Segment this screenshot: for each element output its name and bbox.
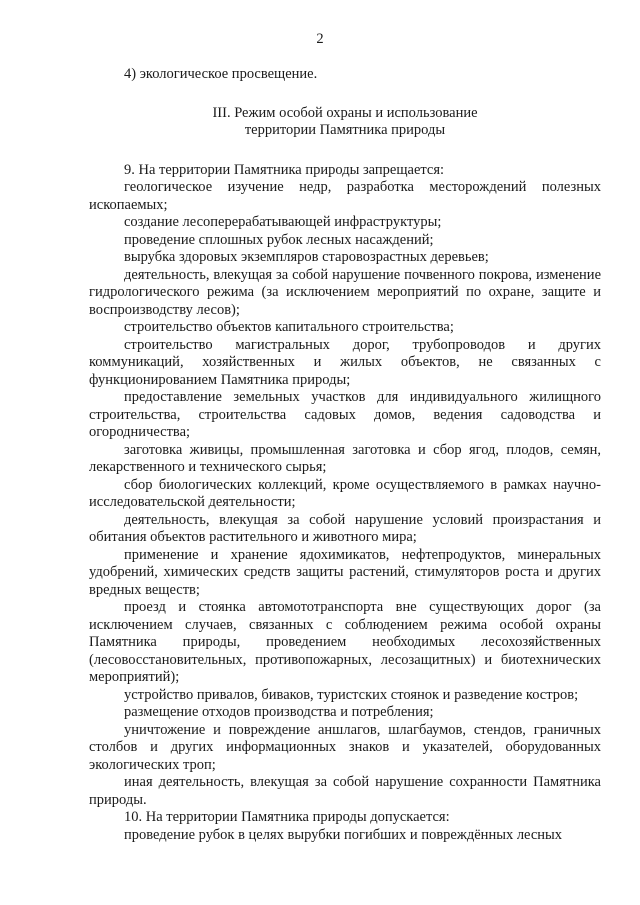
item-9-paragraph: предоставление земельных участков для индивидуального жилищного строительства, строительства садовых домов, ведения садоводства и огородничества; bbox=[89, 389, 601, 440]
page-number: 2 bbox=[316, 31, 324, 47]
section-heading-line-1: III. Режим особой охраны и использование bbox=[212, 104, 478, 121]
item-9-paragraph: создание лесоперерабатывающей инфраструктуры; bbox=[124, 214, 442, 230]
item-9-paragraph: проведение сплошных рубок лесных насаждений; bbox=[124, 231, 434, 248]
item-9-paragraph: иная деятельность, влекущая за собой нарушение сохранности Памятника природы. bbox=[89, 774, 601, 808]
section-heading-line-2: территории Памятника природы bbox=[244, 122, 446, 138]
item-9-paragraph: заготовка живицы, промышленная заготовка и сбор ягод, плодов, семян, лекарственного и технического сырья; bbox=[89, 441, 601, 475]
item-9-paragraph: геологическое изучение недр, разработка месторождений полезных ископаемых; bbox=[89, 179, 601, 213]
item-9-paragraph: уничтожение и повреждение аншлагов, шлагбаумов, стендов, граничных столбов и других информационных знаков и указателей, оборудованных экологических троп; bbox=[89, 721, 601, 773]
item-9-paragraph: применение и хранение ядохимикатов, нефтепродуктов, минеральных удобрений, химических средств защиты растений, стимуляторов роста и других вредных веществ; bbox=[89, 546, 601, 598]
item-9-paragraph: строительство объектов капитального строительства; bbox=[124, 319, 454, 335]
intro-item: 4) экологическое просвещение. bbox=[124, 66, 318, 82]
item-10-paragraph: проведение рубок в целях вырубки погибших и повреждённых лесных bbox=[124, 826, 563, 843]
item-9-paragraph: размещение отходов производства и потребления; bbox=[124, 704, 434, 720]
item-9-paragraph: сбор биологических коллекций, кроме осуществляемого в рамках научно-исследовательской деятельности; bbox=[89, 476, 601, 510]
section-heading bbox=[89, 105, 601, 140]
item-9-paragraph: строительство магистральных дорог, трубопроводов и других коммуникаций, хозяйственных и жилых объектов, не связанных с функционированием Памятника природы; bbox=[89, 336, 601, 388]
item-9-paragraph: деятельность, влекущая за собой нарушение почвенного покрова, изменение гидрологического режима (за исключением мероприятий по охране, защите и воспроизводству лесов); bbox=[89, 266, 601, 318]
item-9-paragraph: вырубка здоровых экземпляров старовозрастных деревьев; bbox=[124, 249, 489, 265]
document-body bbox=[89, 66, 601, 844]
item-9-lead: 9. На территории Памятника природы запрещается: bbox=[124, 161, 445, 178]
item-9-paragraph: деятельность, влекущая за собой нарушение условий произрастания и обитания объектов растительного и животного мира; bbox=[89, 511, 601, 545]
item-10-lead: 10. На территории Памятника природы допускается: bbox=[124, 809, 450, 825]
item-9-paragraph: проезд и стоянка автомототранспорта вне существующих дорог (за исключением случаев, связанных с соблюдением режима особой охраны Памятника природы, проведением необходимых лесохозяйственных (лесовосстановительных, противопожарных, лесозащитных) и биотехнических мероприятий); bbox=[89, 599, 601, 685]
item-9-paragraph: устройство привалов, биваков, туристских стоянок и разведение костров; bbox=[124, 686, 579, 703]
